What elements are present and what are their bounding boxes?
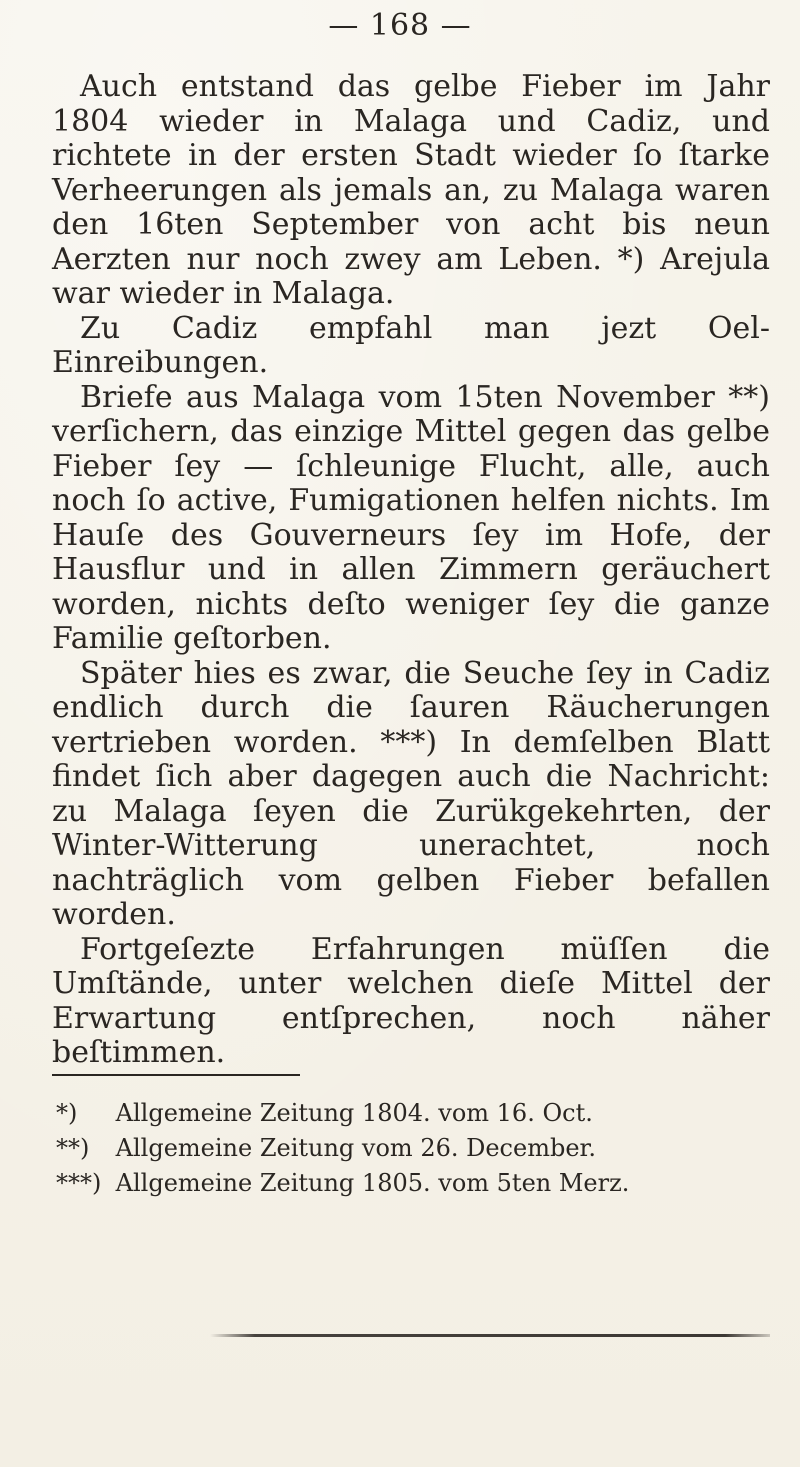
footnote-text: Allgemeine Zeitung vom 26. December. xyxy=(115,1134,596,1162)
footnotes xyxy=(56,1096,758,1201)
footnote xyxy=(56,1166,758,1201)
footnote-separator xyxy=(52,1074,300,1076)
bottom-rule xyxy=(210,1334,770,1337)
footnote-mark: *) xyxy=(56,1099,78,1127)
footnote-text: Allgemeine Zeitung 1805. vom 5ten Merz. xyxy=(115,1169,630,1197)
footnote xyxy=(56,1096,758,1131)
footnote-text: Allgemeine Zeitung 1804. vom 16. Oct. xyxy=(115,1099,593,1127)
footnote xyxy=(56,1131,758,1166)
paragraph: Fortgeſezte Erfahrungen müſſen die Umſtände, unter welchen dieſe Mittel der Erwartung entſprechen, noch näher beſtimmen. xyxy=(52,931,770,1070)
paragraph: Zu Cadiz empfahl man jezt Oel-Einreibungen. xyxy=(52,310,770,380)
paragraph: Auch entstand das gelbe Fieber im Jahr 1804 wieder in Malaga und Cadiz, und richtete in der ersten Stadt wieder ſo ſtarke Verheerungen als jemals an, zu Malaga waren den 16ten September von acht bis neun Aerzten nur noch zwey am Leben. *) Arejula war wieder in Malaga. xyxy=(52,69,770,311)
footnote-mark: ***) xyxy=(56,1169,102,1197)
body-text xyxy=(52,70,770,1071)
footnote-mark: **) xyxy=(56,1134,90,1162)
paragraph: Briefe aus Malaga vom 15ten November **) verſichern, das einzige Mittel gegen das gelbe Fieber ſey — ſchleunige Flucht, alle, auch noch ſo active, Fumigationen helfen nichts. Im Hauſe des Gouverneurs ſey im Hofe, der Hausflur und in allen Zimmern geräuchert worden, nichts deſto weniger ſey die ganze Familie geſtorben. xyxy=(52,379,770,656)
paragraph: Später hies es zwar, die Seuche ſey in Cadiz endlich durch die ſauren Räucherungen vertrieben worden. ***) In demſelben Blatt findet ſich aber dagegen auch die Nachricht: zu Malaga ſeyen die Zurükgekehrten, der Winter-Witterung unerachtet, noch nachträglich vom gelben Fieber befallen worden. xyxy=(52,655,770,932)
page-number: — 168 — xyxy=(328,8,472,43)
